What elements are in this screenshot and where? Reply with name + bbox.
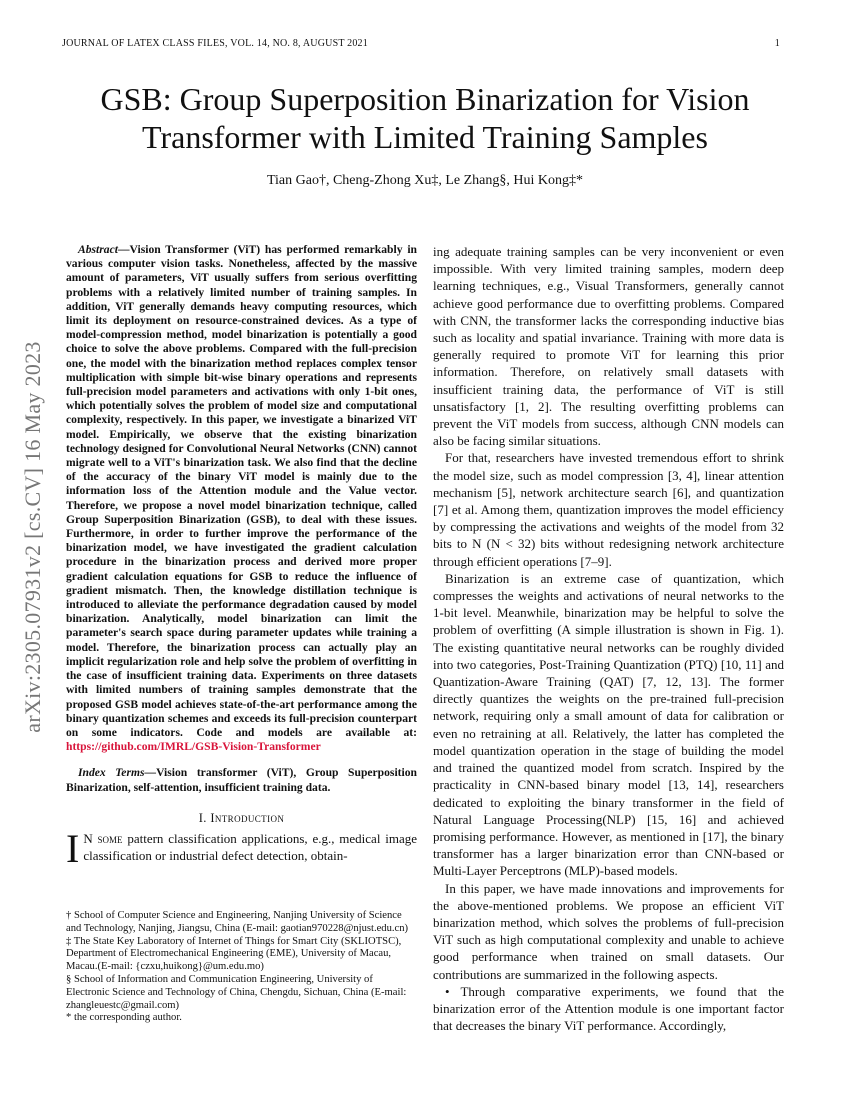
intro-paragraph (66, 826, 417, 872)
abstract (66, 243, 417, 754)
index-terms-label: Index Terms— (78, 766, 157, 780)
left-column (66, 243, 417, 872)
body-paragraph: Binarization is an extreme case of quantization, which compresses the weights and activations of neural networks to the 1-bit level. Meanwhile, binarization may be helpful to solve the problem of overfitting (A simple illustration is shown in Fig. 1). The existing quantitative neural networks can be roughly divided into two categories, Post-Training Quantization (PTQ) [10, 11] and Quantization-Aware Training (QAT) [7, 12, 13]. The former directly quantizes the weights on the pre-trained full-precision network, requiring only a small amount of data for calibration or even no retraining at all. Relatively, the latter has completed the model quantization operation in the stage of building the model and trained the quantized model from scratch. Inspired by the practicality in CNN-based binary model [13, 14], researchers dedicated to exploiting the binary transformer in the field of Natural Language Processing(NLP) [15, 16] and achieved promising performance. However, as mentioned in [17], the binary transformer has a larger binarization error than CNN-based or Multi-Layer Perceptrons (MLP)-based models. (433, 570, 784, 879)
footnotes (66, 910, 417, 1025)
body-paragraph: For that, researchers have invested tremendous effort to shrink the model size, such as model compression [3, 4], linear attention mechanism [5], network architecture search [6], and quantization [7] et al. Among them, quantization improves the model efficiency by compressing the activations and weights of the model from 32 bits to N (N < 32) bits without redesigning network architecture through efficient operations [7–9]. (433, 450, 784, 569)
paper-title: GSB: Group Superposition Binarization for Vision Transformer with Limited Training Samples (100, 81, 750, 155)
abstract-text: Vision Transformer (ViT) has performed remarkably in various computer vision tasks. Nonetheless, affected by the massive amount of parameters, ViT usually suffers from serious overfitting problems with a relatively limited number of training samples. In addition, ViT generally demands heavy computing resources, which limit its deployment on resource-constrained devices. As a type of model-compression method, model binarization is potentially a good choice to solve the above problems. Compared with the full-precision one, the model with the binarization method replaces complex tensor multiplication with simple bit-wise binary operations and represents full-precision model parameters and activations with only 1-bit ones, which potentially solves the problem of model size and computational complexity, respectively. In this paper, we investigate a binarized ViT model. Empirically, we observe that the existing binarization technology designed for Convolutional Neural Networks (CNN) cannot migrate well to a ViT's binarization task. We also find that the decline of the accuracy of the binary ViT model is mainly due to the information loss of the Attention module and the Value vector. Therefore, we propose a novel model binarization technique, called Group Superposition Binarization (GSB), to deal with these issues. Furthermore, in order to further improve the performance of the binarization model, we have investigated the gradient calculation procedure in the binarization process and derived more proper gradient calculation equations for GSB to reduce the influence of gradient mismatch. Then, the knowledge distillation technique is introduced to alleviate the performance degradation caused by model binarization. Analytically, model binarization can limit the parameter's search space during parameter updates while training a model. Therefore, the binarization process can actually play an implicit regularization role and help solve the problem of overfitting in the case of insufficient training data. Experiments on three datasets with limited numbers of training samples demonstrate that the proposed GSB model achieves state-of-the-art performance among the binary quantization schemes and exceeds its full-precision counterpart on some indicators. Code and models are available at: (66, 243, 417, 739)
abstract-label: Abstract— (78, 243, 130, 256)
arxiv-id: arXiv:2305.07931v2 [cs.CV] 16 May 2023 (20, 341, 45, 733)
body-paragraph: ing adequate training samples can be very inconvenient or even impossible. With very limited training samples, modern deep learning techniques, e.g., Visual Transformers, generally cannot achieve good performance due to overfitting problems. Compared with CNN, the transformer lacks the corresponding inductive bias such as locality and spatial invariance. Training with more data is generally required to promote ViT for learning this prior information. Therefore, on relatively small datasets with insufficient training data, the performance of ViT is still unsatisfactory [1, 2]. The resulting overfitting problems can prevent the ViT models from success, although CNN models can also be facing similar situations. (433, 244, 784, 449)
section-title: I. Introduction (198, 810, 285, 825)
authors: Tian Gao†, Cheng-Zhong Xu‡, Le Zhang§, Hui Kong‡* (266, 173, 583, 188)
footnote: † School of Computer Science and Engineering, Nanjing University of Science and Technology, Nanjing, Jiangsu, China (E-mail: gaotian970228@njust.edu.cn) (66, 910, 409, 934)
page-number: 1 (774, 38, 780, 49)
drop-cap: I (66, 826, 80, 872)
intro-text: pattern classification applications, e.g., medical image classification or industrial defect detection, obtain- (83, 831, 417, 863)
index-terms-text: Vision transformer (ViT), Group Superposition Binarization, self-attention, insufficient training data. (66, 766, 417, 794)
right-column (433, 243, 784, 1034)
running-header (62, 38, 780, 52)
body-paragraph: In this paper, we have made innovations and improvements for the above-mentioned problems. We propose an efficient ViT binarization method, which solves the problems of full-precision ViT such as high computational complexity and unable to achieve good performance when trained on small datasets. Our contributions are summarized in the following aspects. (433, 880, 784, 982)
journal-header: JOURNAL OF LATEX CLASS FILES, VOL. 14, NO. 8, AUGUST 2021 (62, 38, 368, 49)
footnote: § School of Information and Communication Engineering, University of Electronic Science and Technology of China, Chengdu, Sichuan, China (E-mail: zhangleuestc@gmail.com) (66, 973, 407, 1011)
footnote: * the corresponding author. (66, 1012, 182, 1024)
arxiv-stamp (13, 275, 53, 800)
index-terms (66, 766, 417, 794)
footnote: ‡ The State Key Laboratory of Internet of Things for Smart City (SKLIOTSC), Department of Electromechanical Engineering (EME), University of Macau, Macau.(E-mail: {czxu,huikong}@um.edu.mo) (66, 935, 402, 973)
intro-first-word: N some (83, 831, 123, 847)
bullet-item: • Through comparative experiments, we found that the binarization error of the Attention module is one important factor that decreases the binary ViT performance. Accordingly, (433, 983, 784, 1034)
code-link[interactable]: https://github.com/IMRL/GSB-Vision-Transformer (66, 740, 321, 754)
